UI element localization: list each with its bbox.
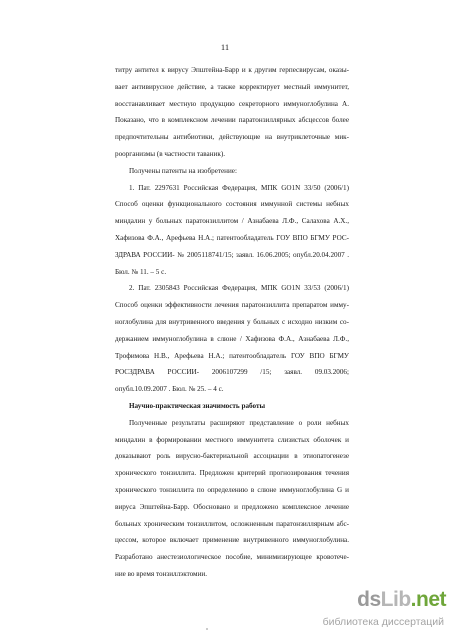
text-line: миндалин у больных паратонзиллитом / Азнабаева Л.Ф., Салахова А.Х., bbox=[115, 217, 349, 226]
text-line: больных хроническим тонзиллитом, осложненным паратонзиллярным абс- bbox=[115, 519, 349, 528]
paragraph-significance bbox=[115, 415, 349, 583]
text-line: миндалин в формировании местного иммунитета слизистых оболочек и bbox=[115, 435, 349, 444]
text-line: Способ оценки эффективности лечения паратонзиллита препаратом имму- bbox=[115, 301, 349, 310]
watermark-logo bbox=[357, 588, 446, 612]
paragraph-patent-2 bbox=[115, 280, 349, 398]
paragraph-patent-1 bbox=[115, 180, 349, 281]
text-line: восстанавливает местную продукцию секреторного иммуноглобулина А. bbox=[115, 99, 349, 108]
section-heading: Научно-практическая значимость работы bbox=[129, 401, 266, 410]
text-line: хронического тонзиллита по определению в слюне иммуноглобулина G и bbox=[115, 485, 349, 494]
text-line: титру антител к вирусу Эпштейна-Барр и к другим герпесвирусам, оказы- bbox=[115, 66, 349, 74]
dot-mark bbox=[206, 628, 208, 630]
text-line: хронического тонзиллита. Предложен критерий прогнозирования течения bbox=[115, 469, 349, 478]
text-line: доказывают роль вирусно-бактериальной ассоциации в этиопатогенезе bbox=[115, 452, 349, 461]
watermark-logo-lib: Lib bbox=[380, 588, 411, 611]
document-body bbox=[115, 62, 349, 583]
watermark-logo-ds: ds bbox=[357, 588, 381, 611]
page-number: 11 bbox=[220, 42, 230, 52]
paragraph-patents-intro bbox=[115, 163, 349, 180]
text-line: вает антивирусное действие, а также корректирует местный иммунитет, bbox=[115, 82, 349, 91]
text-line: Хафизова Ф.А., Арефьева Н.А.; патентообладатель ГОУ ВПО БГМУ РОС- bbox=[115, 233, 349, 242]
text-line: 2. Пат. 2305843 Российская Федерация, МПК GO1N 33/53 (2006/1) bbox=[129, 284, 349, 293]
text-line: держанием иммуноглобулина в слюне / Хафизова Ф.А., Азнабаева Л.Ф., bbox=[115, 334, 349, 343]
text-line: предпочтительны антибиотики, действующие на внутриклеточные мик- bbox=[115, 133, 349, 142]
text-line: ноглобулина для внутривенного введения у больных с исходно низким со- bbox=[115, 317, 349, 326]
text-line: опубл.10.09.2007 . Бюл. № 25. – 4 с. bbox=[115, 385, 224, 394]
text-line: Трофимова Н.В., Арефьева Н.А.; патентообладатель ГОУ ВПО БГМУ bbox=[115, 351, 349, 360]
text-line: Получены патенты на изобретение: bbox=[129, 166, 237, 175]
watermark bbox=[322, 588, 450, 634]
text-line: ЗДРАВА РОССИИ- № 2005118741/15; заявл. 16.06.2005; опубл.20.04.2007 . bbox=[115, 250, 349, 259]
paragraph-intro bbox=[115, 62, 349, 163]
text-line: 1. Пат. 2297631 Российская Федерация, МПК GO1N 33/50 (2006/1) bbox=[129, 183, 349, 192]
watermark-caption: библиотека диссертаций bbox=[322, 616, 444, 628]
text-line: Способ оценки функционального состояния иммунной системы небных bbox=[115, 200, 349, 209]
text-line: Разработано анестезиологическое пособие, минимизирующее кровотече- bbox=[115, 553, 349, 562]
text-line: РОСЗДРАВА РОССИИ- 2006107299 /15; заявл. 09.03.2006; bbox=[115, 368, 349, 377]
text-line: Бюл. № 11. – 5 с. bbox=[115, 267, 167, 276]
watermark-logo-net: .net bbox=[410, 588, 446, 611]
text-line: ние во время тонзиллэктомии. bbox=[115, 569, 208, 578]
text-line: вируса Эпштейна-Барр. Обосновано и предложено комплексное лечение bbox=[115, 502, 349, 511]
text-line: роорганизмы (в частности таваник). bbox=[115, 149, 225, 158]
text-line: Полученные результаты расширяют представление о роли небных bbox=[129, 418, 349, 427]
text-line: Показано, что в комплексном лечении паратонзиллярных абсцессов более bbox=[115, 116, 349, 125]
text-line: цессом, которое включает применение внутривенного иммуноглобулина. bbox=[115, 536, 349, 545]
